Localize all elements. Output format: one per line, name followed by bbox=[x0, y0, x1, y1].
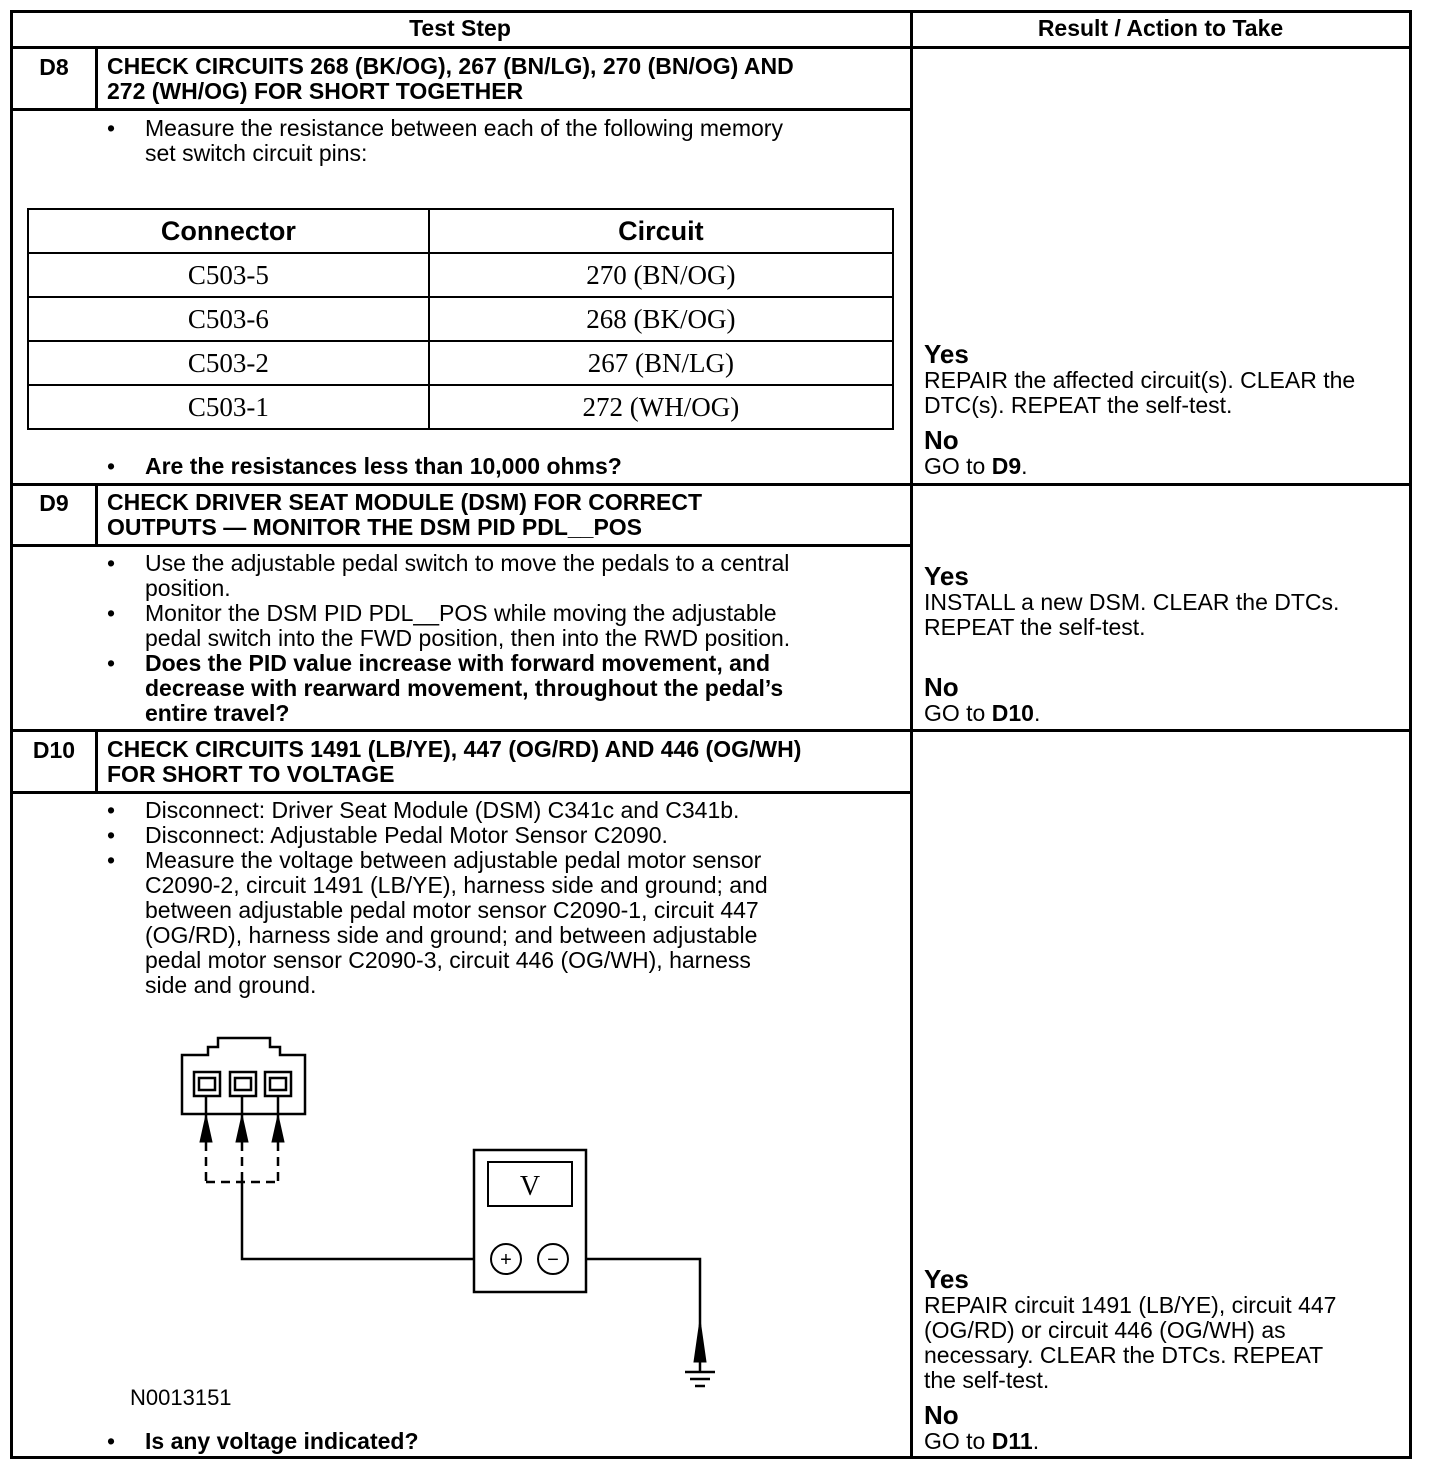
table-row bbox=[28, 385, 893, 429]
table-cell-connector: C503-2 bbox=[28, 341, 429, 385]
voltmeter-icon bbox=[474, 1150, 586, 1292]
d9-question-line-2: decrease with rearward movement, throughout the pedal’s bbox=[145, 675, 784, 701]
d9-no-target: D10 bbox=[991, 700, 1034, 726]
d8-intro-line-1: Measure the resistance between each of the following memory bbox=[145, 115, 783, 141]
d9-question-line-3: entire travel? bbox=[145, 700, 290, 726]
bullet-dot: • bbox=[107, 600, 116, 626]
d9-yes-line-2: REPEAT the self-test. bbox=[924, 614, 1146, 640]
d10-no-action bbox=[924, 1429, 1039, 1454]
d10-no-suffix: . bbox=[1032, 1428, 1040, 1454]
table-header-row bbox=[28, 209, 893, 253]
d8-step-id: D8 bbox=[39, 54, 69, 80]
d10-no-target: D11 bbox=[991, 1428, 1033, 1454]
positive-lead bbox=[242, 1182, 474, 1259]
d9-bullet-1-line-1: Use the adjustable pedal switch to move the pedals to a central bbox=[145, 550, 790, 576]
d10-step-id: D10 bbox=[32, 737, 76, 763]
d9-d10-divider bbox=[10, 729, 1412, 732]
ground-icon bbox=[685, 1372, 715, 1386]
d10-bullet-3-line-5: pedal motor sensor C2090-3, circuit 446 (OG/WH), harness bbox=[145, 947, 751, 973]
d9-question-line-1: Does the PID value increase with forward movement, and bbox=[145, 650, 771, 676]
meter-label: V bbox=[519, 1171, 541, 1202]
d9-bullet-2-line-2: pedal switch into the FWD position, then into the RWD position. bbox=[145, 625, 791, 651]
d10-no-label: No bbox=[924, 1400, 959, 1430]
d9-step-id: D9 bbox=[39, 490, 69, 516]
d10-bullet-3-line-3: between adjustable pedal motor sensor C2090-1, circuit 447 bbox=[145, 897, 759, 923]
d8-no-prefix: GO to bbox=[924, 453, 992, 479]
connector-c2090-icon bbox=[182, 1038, 305, 1114]
d10-bullet-3-line-4: (OG/RD), harness side and ground; and between adjustable bbox=[145, 922, 758, 948]
d10-yes-line-4: the self-test. bbox=[924, 1367, 1050, 1393]
bullet-dot: • bbox=[107, 550, 116, 576]
d8-yes-line-2: DTC(s). REPEAT the self-test. bbox=[924, 392, 1233, 418]
header-divider bbox=[10, 46, 1412, 49]
d10-title-line-1: CHECK CIRCUITS 1491 (LB/YE), 447 (OG/RD) AND 446 (OG/WH) bbox=[107, 736, 802, 762]
table-row bbox=[28, 253, 893, 297]
dashed-probe-options bbox=[206, 1142, 278, 1182]
d10-bullet-2-text: Disconnect: Adjustable Pedal Motor Sensor C2090. bbox=[145, 822, 668, 848]
d10-no-prefix: GO to bbox=[924, 1428, 992, 1454]
d10-yes-line-1: REPAIR circuit 1491 (LB/YE), circuit 447 bbox=[924, 1292, 1337, 1318]
d8-no-suffix: . bbox=[1021, 453, 1028, 479]
outer-border-right bbox=[1409, 10, 1412, 1459]
figure-id: N0013151 bbox=[130, 1385, 232, 1410]
bullet-dot: • bbox=[107, 847, 116, 873]
table-header-circuit: Circuit bbox=[429, 209, 893, 253]
plus-terminal-label: + bbox=[500, 1249, 512, 1271]
table-row bbox=[28, 341, 893, 385]
d8-intro-line-2: set switch circuit pins: bbox=[145, 140, 368, 166]
d8-yes-label: Yes bbox=[924, 339, 969, 369]
d10-yes-line-2: (OG/RD) or circuit 446 (OG/WH) as bbox=[924, 1317, 1286, 1343]
header-test-step: Test Step bbox=[409, 15, 511, 41]
table-cell-circuit: 267 (BN/LG) bbox=[429, 341, 893, 385]
bullet-dot: • bbox=[107, 115, 116, 141]
d9-no-action bbox=[924, 701, 1040, 726]
d8-connector-table bbox=[27, 208, 894, 430]
d9-yes-label: Yes bbox=[924, 561, 969, 591]
d8-title-line-1: CHECK CIRCUITS 268 (BK/OG), 267 (BN/LG), 270 (BN/OG) AND bbox=[107, 53, 794, 79]
d8-no-label: No bbox=[924, 425, 959, 455]
d10-title-underline bbox=[10, 791, 912, 794]
bullet-dot: • bbox=[107, 650, 116, 676]
d9-yes-line-1: INSTALL a new DSM. CLEAR the DTCs. bbox=[924, 589, 1340, 615]
table-cell-connector: C503-5 bbox=[28, 253, 429, 297]
table-cell-circuit: 272 (WH/OG) bbox=[429, 385, 893, 429]
d8-no-target: D9 bbox=[991, 453, 1022, 479]
d9-title-underline bbox=[10, 544, 912, 547]
column-divider bbox=[910, 10, 913, 1459]
outer-border-bottom bbox=[10, 1456, 1412, 1459]
d10-yes-line-3: necessary. CLEAR the DTCs. REPEAT bbox=[924, 1342, 1324, 1368]
d10-bullet-1-text: Disconnect: Driver Seat Module (DSM) C341c and C341b. bbox=[145, 797, 740, 823]
bullet-dot: • bbox=[107, 1428, 116, 1454]
table-cell-connector: C503-6 bbox=[28, 297, 429, 341]
minus-terminal-label: − bbox=[547, 1249, 559, 1271]
voltmeter-diagram bbox=[160, 1020, 760, 1400]
d8-no-action bbox=[924, 454, 1028, 479]
header-result: Result / Action to Take bbox=[1037, 15, 1284, 41]
d9-title-line-2: OUTPUTS — MONITOR THE DSM PID PDL__POS bbox=[107, 514, 643, 540]
table-cell-connector: C503-1 bbox=[28, 385, 429, 429]
d10-title-line-2: FOR SHORT TO VOLTAGE bbox=[107, 761, 395, 787]
d10-bullet-3-line-6: side and ground. bbox=[145, 972, 317, 998]
d10-yes-label: Yes bbox=[924, 1264, 969, 1294]
d9-title-line-1: CHECK DRIVER SEAT MODULE (DSM) FOR CORRECT bbox=[107, 489, 703, 515]
outer-border-left bbox=[10, 10, 13, 1459]
table-header-connector: Connector bbox=[28, 209, 429, 253]
table-cell-circuit: 270 (BN/OG) bbox=[429, 253, 893, 297]
d10-bullet-3-line-2: C2090-2, circuit 1491 (LB/YE), harness side and ground; and bbox=[145, 872, 768, 898]
d9-no-suffix: . bbox=[1033, 700, 1041, 726]
d8-title-underline bbox=[10, 108, 912, 111]
d8-title-line-2: 272 (WH/OG) FOR SHORT TOGETHER bbox=[107, 78, 524, 104]
d9-no-prefix: GO to bbox=[924, 700, 992, 726]
bullet-dot: • bbox=[107, 797, 116, 823]
table-cell-circuit: 268 (BK/OG) bbox=[429, 297, 893, 341]
ground-lead bbox=[586, 1259, 706, 1372]
d9-bullet-2-line-1: Monitor the DSM PID PDL__POS while moving the adjustable bbox=[145, 600, 777, 626]
table-row bbox=[28, 297, 893, 341]
d8-d9-divider bbox=[10, 483, 1412, 486]
probe-icon bbox=[200, 1096, 284, 1142]
d9-bullet-1-line-2: position. bbox=[145, 575, 231, 601]
d10-bullet-3-line-1: Measure the voltage between adjustable pedal motor sensor bbox=[145, 847, 762, 873]
bullet-dot: • bbox=[107, 453, 116, 479]
bullet-dot: • bbox=[107, 822, 116, 848]
d8-question: Are the resistances less than 10,000 ohms? bbox=[145, 453, 622, 479]
d10-question: Is any voltage indicated? bbox=[145, 1428, 419, 1454]
d8-yes-line-1: REPAIR the affected circuit(s). CLEAR the bbox=[924, 367, 1356, 393]
outer-border-top bbox=[10, 10, 1412, 13]
d9-no-label: No bbox=[924, 672, 959, 702]
